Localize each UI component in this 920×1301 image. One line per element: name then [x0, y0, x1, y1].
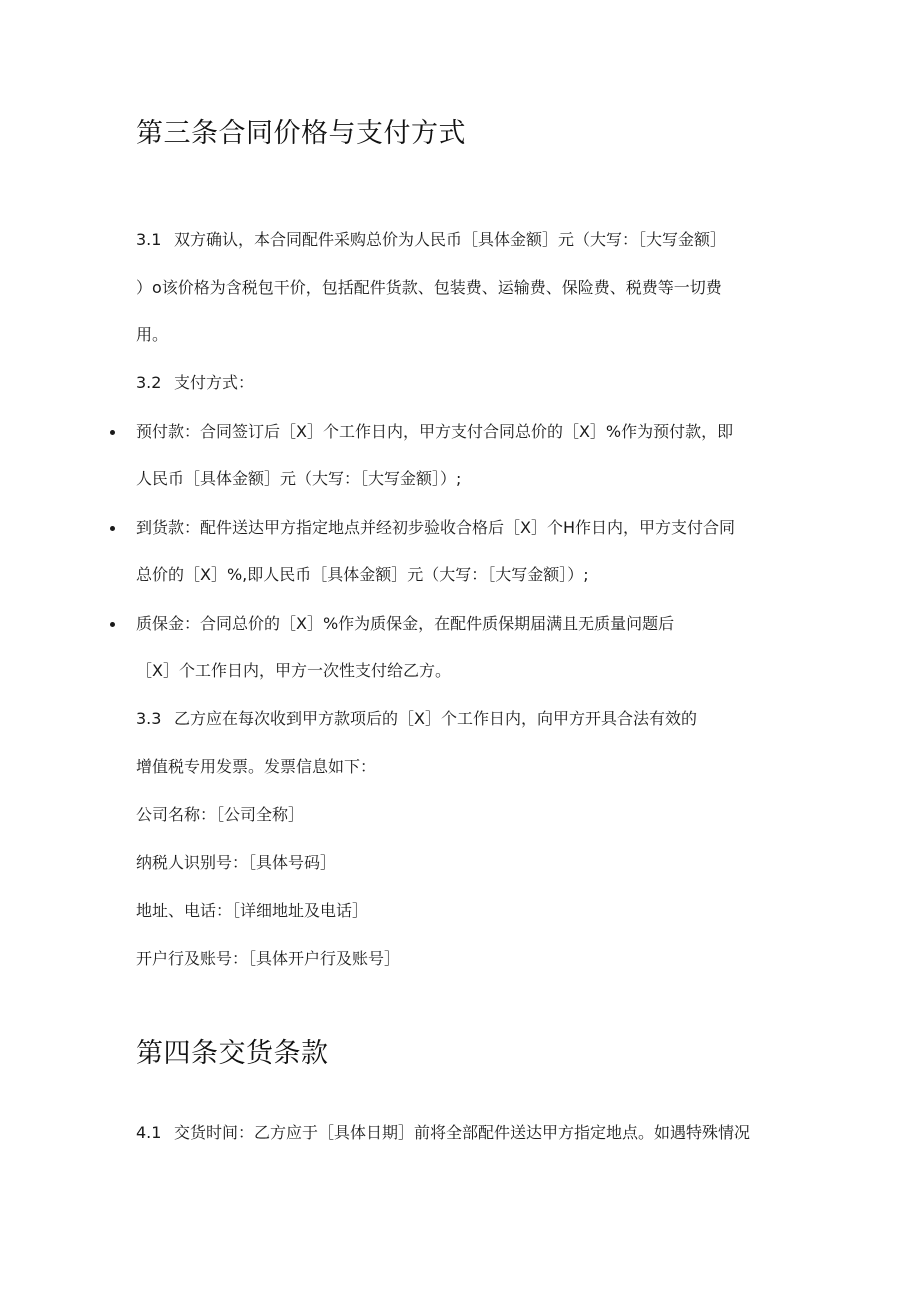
bullet-1-line-1: 预付款：合同签订后［X］个工作日内，甲方支付合同总价的［X］%作为预付款，即	[136, 422, 734, 441]
clause-3-1-line-2: ）o该价格为含税包干价，包括配件货款、包装费、运输费、保险费、税费等一切费	[136, 278, 722, 297]
clause-3-1-text-1: 双方确认，本合同配件采购总价为人民币［具体金额］元（大写：［大写金额］	[174, 230, 727, 249]
bullet-2-line-1: 到货款：配件送达甲方指定地点并经初步验收合格后［X］个H作日内，甲方支付合同	[136, 518, 735, 537]
clause-4-1-text-1: 交货时间：乙方应于［具体日期］前将全部配件送达甲方指定地点。如遇特殊情况	[174, 1123, 751, 1142]
invoice-company-name: 公司名称：［公司全称］	[136, 805, 305, 824]
bullet-dot-2	[110, 526, 115, 531]
clause-3-1-number: 3.1	[136, 230, 162, 249]
invoice-address-phone: 地址、电话：［详细地址及电话］	[136, 901, 369, 920]
clause-3-3-text-1: 乙方应在每次收到甲方款项后的［X］个工作日内，向甲方开具合法有效的	[174, 709, 697, 728]
clause-3-2-number: 3.2	[136, 373, 162, 392]
bullet-1-line-2: 人民币［具体金额］元（大写：［大写金额］）;	[136, 469, 462, 488]
invoice-bank-account: 开户行及账号：［具体开户行及账号］	[136, 949, 401, 968]
clause-3-3-line-1	[136, 707, 697, 731]
section-4-title: 第四条交货条款	[136, 1038, 329, 1069]
bullet-3-line-1: 质保金：合同总价的［X］%作为质保金，在配件质保期届满且无质量问题后	[136, 614, 675, 633]
bullet-dot-3	[110, 622, 115, 627]
clause-3-1-line-3: 用。	[136, 325, 169, 344]
bullet-2-line-2: 总价的［X］%,即人民币［具体金额］元（大写：［大写金额］）;	[136, 565, 589, 584]
section-3-title: 第三条合同价格与支付方式	[136, 118, 466, 149]
invoice-taxpayer-id: 纳税人识别号：［具体号码］	[136, 853, 337, 872]
clause-4-1-line-1	[136, 1121, 750, 1145]
bullet-3-line-2: ［X］个工作日内，甲方一次性支付给乙方。	[136, 661, 451, 680]
clause-3-3-line-2: 增值税专用发票。发票信息如下：	[136, 757, 377, 776]
clause-3-3-number: 3.3	[136, 709, 162, 728]
clause-3-2	[136, 371, 254, 395]
clause-3-2-text: 支付方式：	[174, 373, 255, 392]
clause-3-1-line-1	[136, 228, 726, 252]
clause-4-1-number: 4.1	[136, 1123, 162, 1142]
bullet-dot-1	[110, 430, 115, 435]
